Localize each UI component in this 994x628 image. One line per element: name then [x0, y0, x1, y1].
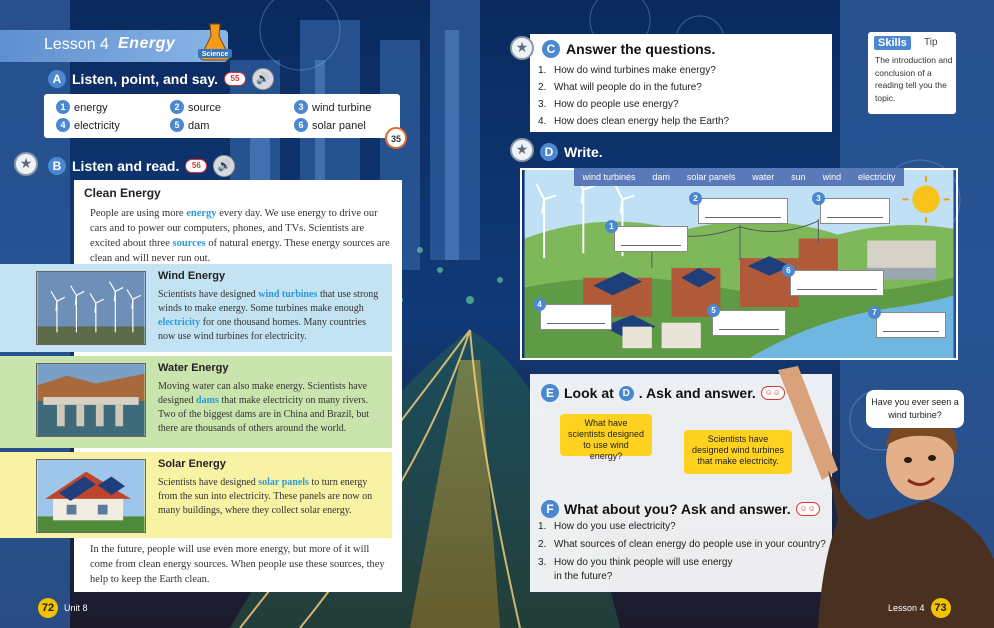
star-icon: ★	[14, 152, 38, 176]
section-d-header	[540, 143, 603, 161]
section-c-title: Answer the questions.	[566, 41, 716, 57]
vocabulary-box	[44, 94, 400, 138]
word-bank-item: wind	[822, 172, 842, 182]
skills-tip-text: The introduction and conclusion of a reading tell you the topic.	[875, 55, 953, 103]
question-item: 1. How do wind turbines make energy?	[538, 65, 716, 76]
section-letter-c: C	[542, 40, 560, 58]
answer-box-5[interactable]	[712, 310, 786, 336]
section-d-title: Write.	[564, 144, 603, 160]
answer-box-6[interactable]	[790, 270, 884, 296]
label-number: 4	[533, 298, 546, 311]
reading-conclusion: In the future, people will use even more energy, but more of it will come from clean energy sources. When people use these sources, they help to keep the Earth clean.	[90, 544, 385, 585]
solar-house-photo	[36, 459, 146, 533]
section-e-header	[541, 384, 785, 402]
skills-tip-box	[868, 32, 956, 114]
water-energy-band	[0, 356, 392, 448]
track-35-icon[interactable]	[382, 126, 410, 150]
pair-work-icon: ☺☺	[796, 502, 820, 516]
speaker-icon[interactable]: 🔊	[252, 68, 274, 90]
tip-label: Tip	[924, 37, 938, 48]
cd-track-55-icon[interactable]: 55	[224, 72, 246, 86]
question-item: 3. How do you think people will use energy	[538, 557, 733, 568]
label-number: 1	[605, 220, 618, 233]
word-bank-item: dam	[652, 172, 670, 182]
question-item: 3. How do people use energy?	[538, 99, 679, 110]
answer-box-7[interactable]	[876, 312, 946, 338]
vocab-item[interactable]: 2 source	[170, 100, 221, 114]
vocab-item[interactable]: 6 solar panel	[294, 118, 366, 132]
lesson-number: Lesson 4	[44, 36, 109, 53]
water-energy-title: Water Energy	[158, 362, 229, 374]
solar-energy-title: Solar Energy	[158, 458, 226, 470]
section-b-title: Listen and read.	[72, 158, 180, 174]
page-number: 72	[38, 598, 58, 618]
label-number: 7	[868, 306, 881, 319]
dam-photo	[36, 363, 146, 437]
boy-speech-bubble: Have you ever seen a wind turbine?	[866, 390, 964, 428]
answer-box-3[interactable]	[820, 198, 890, 224]
section-b-header	[48, 155, 235, 177]
solar-energy-band	[0, 452, 392, 538]
lesson-banner	[0, 30, 228, 62]
question-item: 2. What will people do in the future?	[538, 82, 702, 93]
question-speech-bubble: What have scientists designed to use wind energy?	[560, 414, 652, 456]
question-item: 4. How does clean energy help the Earth?	[538, 116, 730, 127]
vocab-item[interactable]: 3 wind turbine	[294, 100, 371, 114]
section-letter-d: D	[540, 143, 558, 161]
water-energy-text: Moving water can also make energy. Scientists have designed dams that make electricity on many rivers. Two of the biggest dams are in China and Brazil, but there are thousands of others around the world.	[158, 381, 370, 434]
track-number: 35	[390, 134, 402, 144]
pair-work-icon: ☺☺	[761, 386, 785, 400]
question-item: 1. How do you use electricity?	[538, 521, 676, 532]
label-number: 2	[689, 192, 702, 205]
section-a-header	[48, 68, 274, 90]
lesson-title: Energy	[118, 35, 176, 52]
page-number: 73	[931, 598, 951, 618]
word-bank-item: water	[752, 172, 775, 182]
wind-energy-text: Scientists have designed wind turbines that use strong winds to make energy. Some turbines make enough electricity for one thousand homes. Many countries now use wind turbines for electricity.	[158, 289, 379, 342]
section-letter-b: B	[48, 157, 66, 175]
question-item: 2. What sources of clean energy do people use in your country?	[538, 539, 826, 550]
reading-intro: People are using more energy every day. We use energy to drive our cars and to power our computers, phones, and TVs. Scientists are excited about three sources of natural energy. These energy sources are clean and will never run out.	[90, 208, 390, 264]
answer-box-1[interactable]	[614, 226, 688, 252]
vocab-item[interactable]: 4 electricity	[56, 118, 120, 132]
section-e-title-end: . Ask and answer.	[638, 385, 756, 401]
cd-track-56-icon[interactable]: 56	[185, 159, 207, 173]
wind-energy-title: Wind Energy	[158, 270, 226, 282]
answer-speech-bubble: Scientists have designed wind turbines that make electricity.	[684, 430, 792, 474]
unit-label: Unit 8	[64, 603, 88, 613]
star-icon: ★	[510, 138, 534, 162]
label-number: 6	[782, 264, 795, 277]
skills-label: Skills	[874, 36, 911, 50]
label-number: 3	[812, 192, 825, 205]
wind-turbines-photo	[36, 271, 146, 345]
solar-energy-text: Scientists have designed solar panels to turn energy from the sun into electricity. These panels are now on many buildings, where they collect solar energy.	[158, 477, 373, 516]
science-badge: Science	[201, 51, 229, 58]
section-a-title: Listen, point, and say.	[72, 71, 218, 87]
star-icon: ★	[510, 36, 534, 60]
speaker-icon[interactable]: 🔊	[213, 155, 235, 177]
question-item-continued: in the future?	[554, 571, 613, 582]
word-bank-item: wind turbines	[582, 172, 636, 182]
footer-right	[888, 598, 951, 618]
section-c-header	[542, 40, 715, 58]
word-bank-item: electricity	[858, 172, 896, 182]
section-d-reference: D	[619, 386, 634, 401]
section-letter-e: E	[541, 384, 559, 402]
section-letter-a: A	[48, 70, 66, 88]
word-bank	[574, 168, 904, 186]
vocab-item[interactable]: 1 energy	[56, 100, 108, 114]
word-bank-item: sun	[791, 172, 806, 182]
section-c-box	[530, 34, 832, 132]
section-f-title: What about you? Ask and answer.	[564, 501, 791, 517]
reading-title: Clean Energy	[84, 186, 161, 200]
footer-left	[38, 598, 88, 618]
section-letter-f: F	[541, 500, 559, 518]
vocab-item[interactable]: 5 dam	[170, 118, 209, 132]
science-flask-icon	[198, 22, 232, 62]
answer-box-2[interactable]	[698, 198, 788, 224]
lesson-label: Lesson 4	[888, 603, 925, 613]
wind-energy-band	[0, 264, 392, 352]
answer-box-4[interactable]	[540, 304, 612, 330]
label-number: 5	[707, 304, 720, 317]
section-e-title-start: Look at	[564, 385, 614, 401]
word-bank-item: solar panels	[686, 172, 736, 182]
